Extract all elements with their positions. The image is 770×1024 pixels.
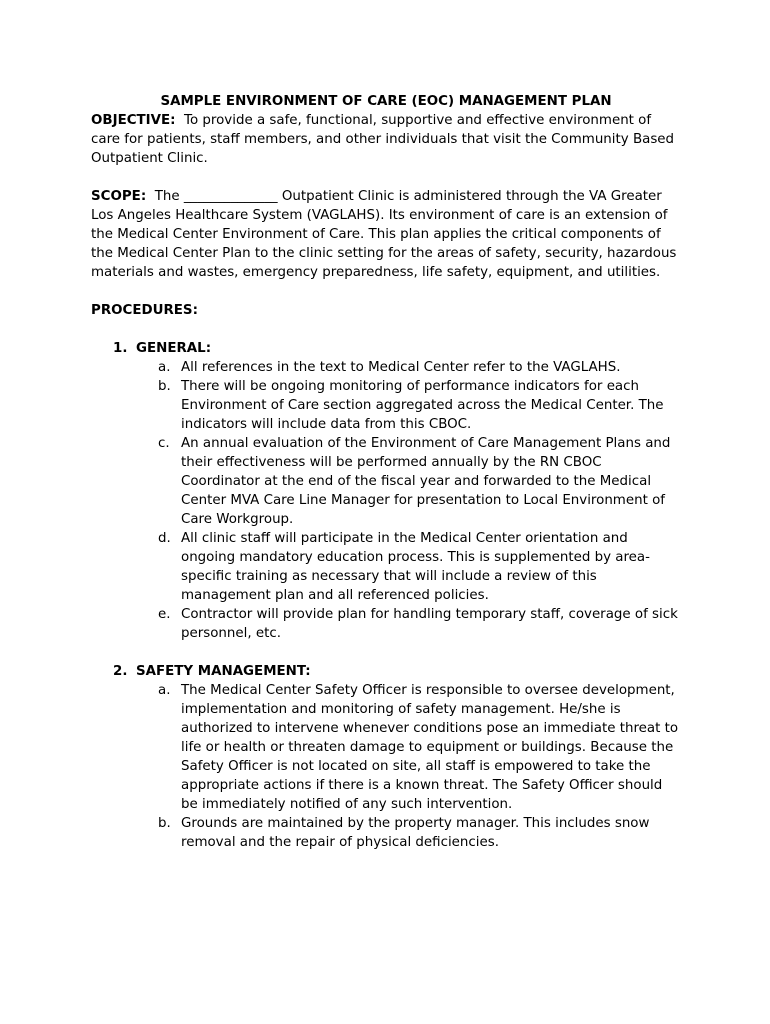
document-title: SAMPLE ENVIRONMENT OF CARE (EOC) MANAGEMENT PLAN	[160, 94, 612, 109]
list-item	[91, 377, 681, 434]
item-text: Grounds are maintained by the property manager. This includes snow removal and the repair of physical deficiencies.	[181, 816, 650, 850]
objective-text: To provide a safe, functional, supportive and effective environment of care for patients, staff members, and other individuals that visit the Community Based Outpatient Clinic.	[91, 113, 675, 166]
list-item	[91, 814, 681, 852]
item-letter: a.	[158, 360, 171, 375]
section-heading	[91, 662, 681, 681]
item-text: The Medical Center Safety Officer is responsible to oversee development, implementation and monitoring of safety management. He/she is authorized to intervene whenever conditions pose an immediate threat to life or health or threaten damage to equipment or buildings. Because the Safety Officer is not located on site, all staff is empowered to take the appropriate actions if there is a known threat. The Safety Officer should be immediately notified of any such intervention.	[181, 683, 679, 812]
section-general	[91, 339, 681, 643]
item-text: An annual evaluation of the Environment of Care Management Plans and their effectiveness will be performed annually by the RN CBOC Coordinator at the end of the fiscal year and forwarded to the Medical Center MVA Care Line Manager for presentation to Local Environment of Care Workgroup.	[181, 436, 671, 527]
item-letter: c.	[158, 436, 170, 451]
section-title: GENERAL:	[136, 341, 212, 356]
section-number: 2.	[113, 664, 128, 679]
list-item	[91, 529, 681, 605]
section-title: SAFETY MANAGEMENT:	[136, 664, 311, 679]
item-text: All clinic staff will participate in the Medical Center orientation and ongoing mandatory education process. This is supplemented by area-specific training as necessary that will include a review of this management plan and all referenced policies.	[181, 531, 650, 603]
item-text: There will be ongoing monitoring of performance indicators for each Environment of Care section aggregated across the Medical Center. The indicators will include data from this CBOC.	[181, 379, 664, 432]
list-item	[91, 605, 681, 643]
scope-label: SCOPE:	[91, 189, 147, 204]
objective-paragraph	[91, 111, 681, 168]
list-item	[91, 681, 681, 814]
scope-text: The ______________ Outpatient Clinic is administered through the VA Greater Los Angeles Healthcare System (VAGLAHS). Its environment of care is an extension of the Medical Center Environment of Care. This plan applies the critical components of the Medical Center Plan to the clinic setting for the areas of safety, security, hazardous materials and wastes, emergency preparedness, life safety, equipment, and utilities.	[91, 189, 677, 280]
section-heading	[91, 339, 681, 358]
section-item-list	[91, 358, 681, 643]
list-item	[91, 434, 681, 529]
procedures-heading: PROCEDURES:	[91, 303, 198, 318]
item-letter: e.	[158, 607, 171, 622]
item-letter: a.	[158, 683, 171, 698]
item-letter: b.	[158, 379, 171, 394]
objective-label: OBJECTIVE:	[91, 113, 176, 128]
section-safety-management	[91, 662, 681, 852]
item-letter: d.	[158, 531, 171, 546]
item-text: All references in the text to Medical Center refer to the VAGLAHS.	[181, 360, 621, 375]
scope-paragraph	[91, 187, 681, 282]
section-item-list	[91, 681, 681, 852]
section-number: 1.	[113, 341, 128, 356]
item-text: Contractor will provide plan for handling temporary staff, coverage of sick personnel, etc.	[181, 607, 678, 641]
list-item	[91, 358, 681, 377]
document-body	[91, 92, 681, 852]
item-letter: b.	[158, 816, 171, 831]
